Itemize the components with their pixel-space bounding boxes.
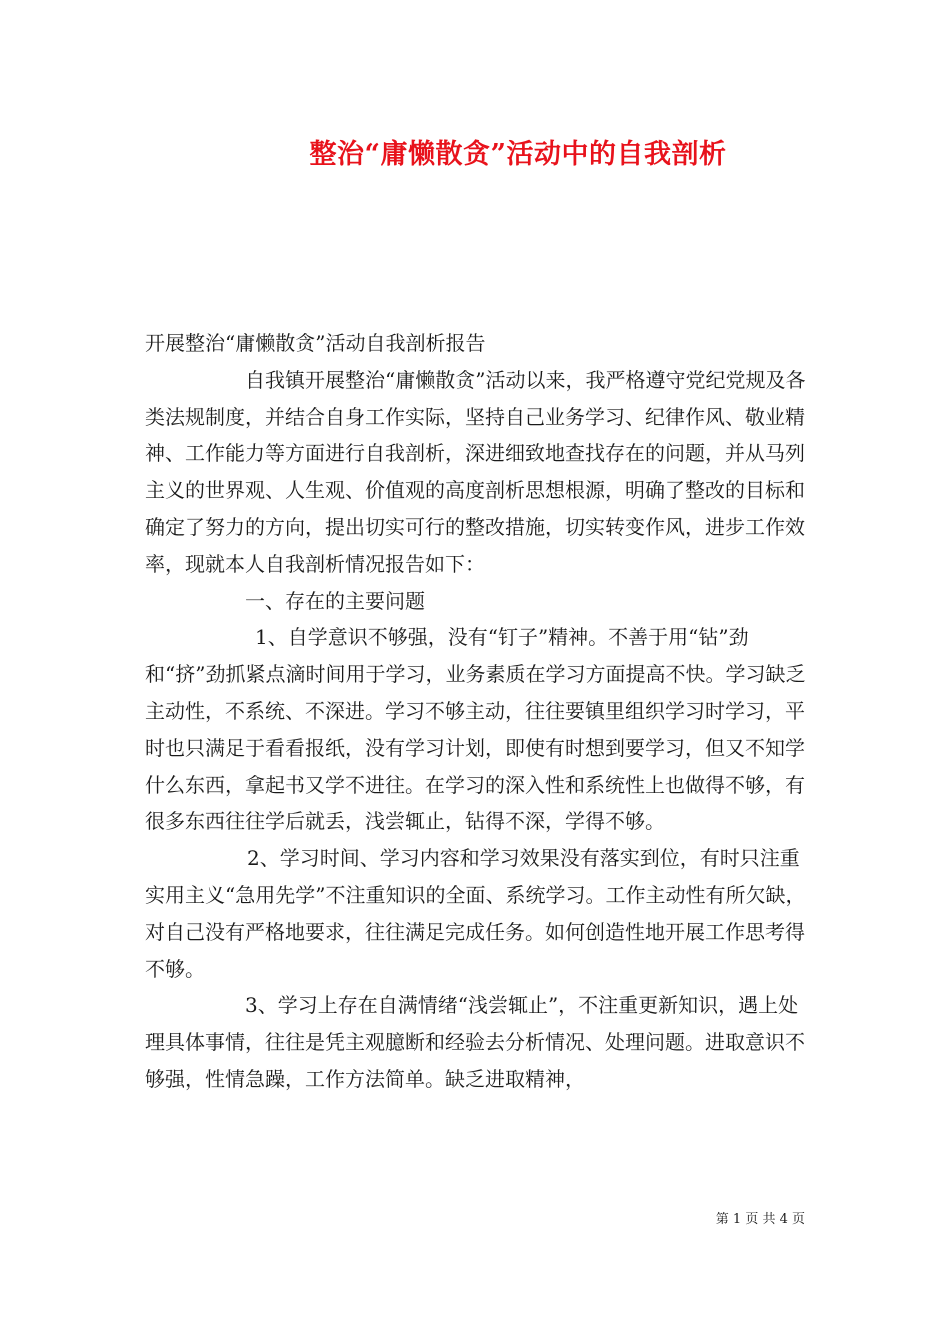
section-heading: 一、存在的主要问题 [245, 588, 425, 613]
document-body [145, 325, 810, 1098]
problem-paragraph-2: 2、学习时间、学习内容和学习效果没有落实到位，有时只注重实用主义“急用先学”不注重知识的全面、系统学习。工作主动性有所欠缺，对自己没有严格地要求，往往满足完成任务。如何创造性地开展工作思考得不够。 [145, 846, 806, 981]
intro-paragraph: 自我镇开展整治“庸懒散贪”活动以来，我严格遵守党纪党规及各类法规制度，并结合自身工作实际，坚持自己业务学习、纪律作风、敬业精神、工作能力等方面进行自我剖析，深进细致地查找存在的问题，并从马列主义的世界观、人生观、价值观的高度剖析思想根源，明确了整改的目标和确定了努力的方向，提出切实可行的整改措施，切实转变作风，进步工作效率，现就本人自我剖析情况报告如下： [145, 367, 806, 576]
report-subtitle: 开展整治“庸懒散贪”活动自我剖析报告 [145, 331, 486, 355]
problem-paragraph-3: 3、学习上存在自满情绪“浅尝辄止”，不注重更新知识，遇上处理具体事情，往往是凭主观臆断和经验去分析情况、处理问题。进取意识不够强，性情急躁，工作方法简单。缺乏进取精神， [145, 993, 805, 1091]
page-number: 第 1 页 共 4 页 [715, 1212, 805, 1227]
problem-paragraph-1: 1、自学意识不够强，没有“钉子”精神。不善于用“钻”劲和“挤”劲抓紧点滴时间用于学习，业务素质在学习方面提高不快。学习缺乏主动性，不系统、不深进。学习不够主动，往往要镇里组织学习时学习，平时也只满足于看看报纸，没有学习计划，即使有时想到要学习，但又不知学什么东西，拿起书又学不进往。在学习的深入性和系统性上也做得不够，有很多东西往往学后就丢，浅尝辄止，钻得不深，学得不够。 [145, 625, 806, 834]
document-title: 整治“庸懒散贪”活动中的自我剖析 [309, 139, 727, 170]
